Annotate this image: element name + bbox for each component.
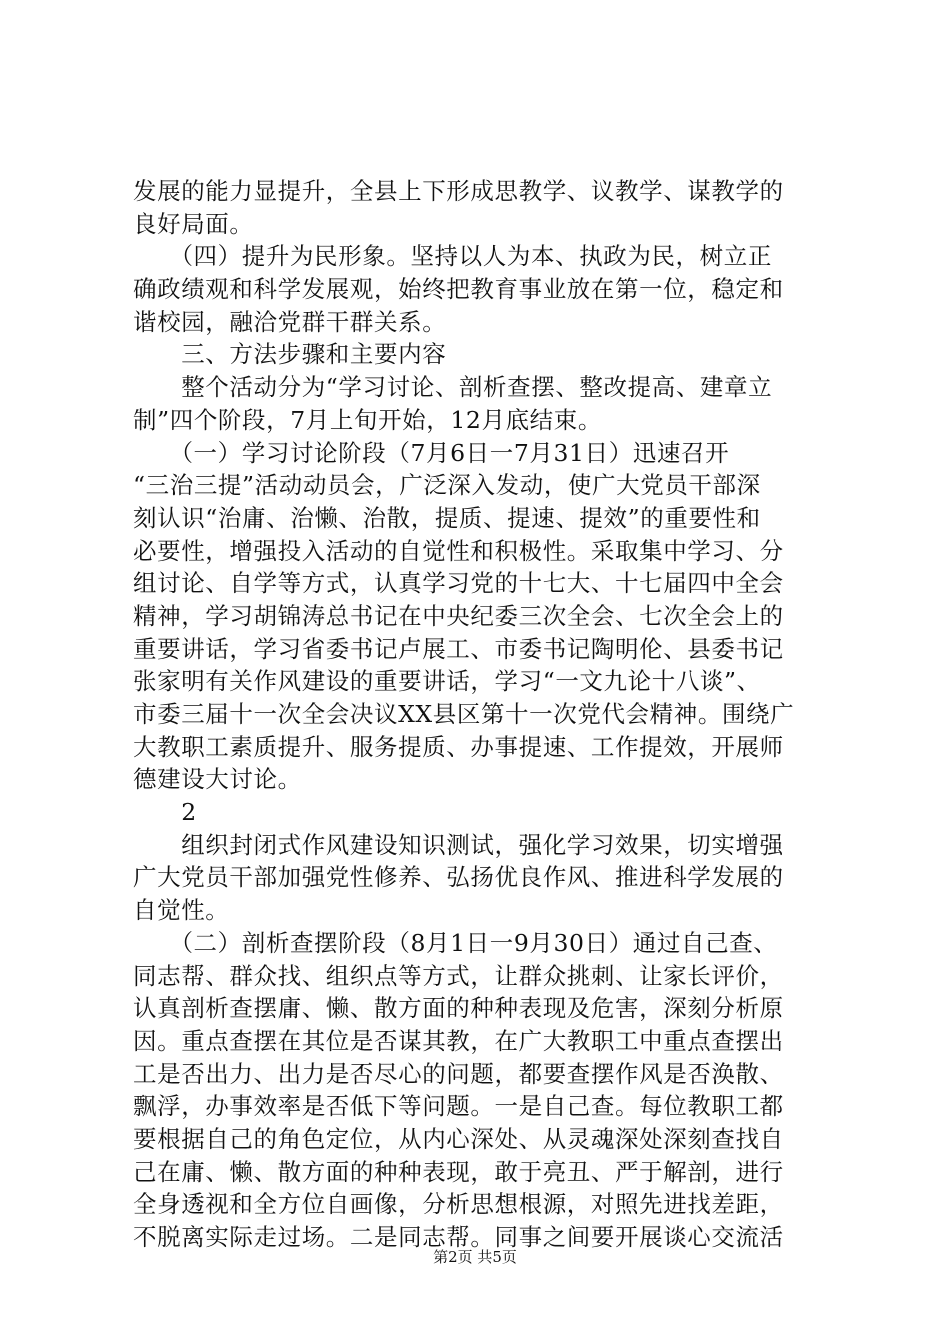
text-line: 良好局面。 (133, 209, 254, 238)
text-line: 谐校园，融洽党群干群关系。 (133, 307, 447, 336)
text-line: 市委三届十一次全会决议XX县区第十一次党代会精神。围绕广 (133, 700, 795, 728)
section-heading: 三、方法步骤和主要内容 (133, 340, 447, 369)
text-line: 不脱离实际走过场。二是同志帮。同事之间要开展谈心交流活 (133, 1223, 784, 1251)
text-line: 重要讲话，学习省委书记卢展工、市委书记陶明伦、县委书记 (133, 634, 784, 663)
text-line: 刻认识“治庸、治懒、治散，提质、提速、提效”的重要性和 (133, 503, 761, 532)
text-line: 张家明有关作风建设的重要讲话，学习“一文九论十八谈”、 (133, 667, 761, 696)
text-line: 大教职工素质提升、服务提质、办事提速、工作提效，开展师 (133, 732, 784, 761)
text-line: 必要性，增强投入活动的自觉性和积极性。采取集中学习、分 (133, 536, 784, 565)
text-line: “三治三提”活动动员会，广泛深入发动，使广大党员干部深 (133, 471, 761, 500)
text-line: 认真剖析查摆庸、懒、散方面的种种表现及危害，深刻分析原 (133, 994, 784, 1023)
inline-page-number: 2 (133, 798, 197, 827)
page-number-label: 第2页 共5页 (433, 1248, 517, 1266)
text-line: 工是否出力、出力是否尽心的问题，都要查摆作风是否涣散、 (133, 1059, 784, 1088)
text-line: 要根据自己的角色定位，从内心深处、从灵魂深处深刻查找自 (133, 1124, 784, 1153)
text-line: 因。重点查摆在其位是否谋其教，在广大教职工中重点查摆出 (133, 1026, 784, 1055)
text-line: 发展的能力显提升，全县上下形成思教学、议教学、谋教学的 (133, 177, 784, 205)
text-line: 自觉性。 (133, 896, 230, 925)
text-line: 广大党员干部加强党性修养、弘扬优良作风、推进科学发展的 (133, 863, 784, 892)
text-line: 全身透视和全方位自画像，分析思想根源，对照先进找差距， (133, 1190, 784, 1219)
text-line: 整个活动分为“学习讨论、剖析查摆、整改提高、建章立 (133, 373, 773, 402)
text-line: 德建设大讨论。 (133, 765, 302, 794)
text-line: （一）学习讨论阶段（7月6日一7月31日）迅速召开 (133, 438, 730, 467)
text-line: 确政绩观和科学发展观，始终把教育事业放在第一位，稳定和 (133, 275, 784, 304)
text-line: 组讨论、自学等方式，认真学习党的十七大、十七届四中全会 (133, 569, 784, 598)
body-text (133, 175, 833, 1254)
text-line: 飘浮，办事效率是否低下等问题。一是自己查。每位教职工都 (133, 1092, 784, 1121)
text-line: （二）剖析查摆阶段（8月1日一9月30日）通过自己查、 (133, 928, 778, 957)
text-line: （四）提升为民形象。坚持以人为本、执政为民，树立正 (133, 242, 772, 271)
page-footer (0, 1247, 950, 1267)
text-line: 制”四个阶段，7月上旬开始，12月底结束。 (133, 405, 602, 434)
text-line: 同志帮、群众找、组织点等方式，让群众挑刺、让家长评价， (133, 961, 784, 990)
text-line: 精神，学习胡锦涛总书记在中央纪委三次全会、七次全会上的 (133, 601, 784, 630)
text-line: 己在庸、懒、散方面的种种表现，敢于亮丑、严于解剖，进行 (133, 1157, 784, 1186)
text-line: 组织封闭式作风建设知识测试，强化学习效果，切实增强 (133, 830, 784, 859)
